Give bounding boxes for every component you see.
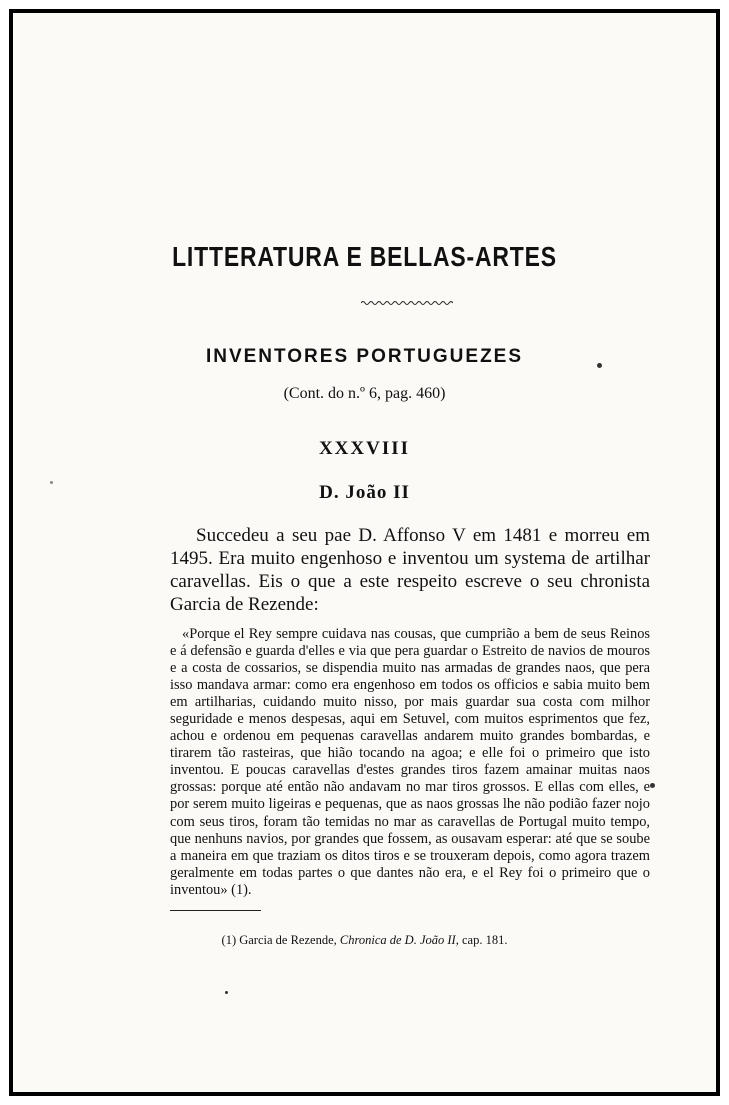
quoted-passage: «Porque el Rey sempre cuidava nas cousas, que cumprião a bem de seus Reinos e á defensão e guarda d'elles e via que pera guardar o Estreito de navios de mouros e a costa de cossarios, se dispendia muito nas armadas de grandes naos, que pera isso mandava armar: como era engenhoso em todos os officios e sabia muito bem em artilharias, cuidando muito nisso, por mais guardar sua costa com milhor seguridade e menos despesas, aqui em Setuvel, com muitos esprimentos que fez, achou e ordenou em pequenas caravellas andarem muito grandes bombardas, e tirarem tão rasteiras, que hião tocando na agoa; e elle foi o primeiro que isto inventou. E poucas caravellas d'estes grandes tiros fazem amainar muitas naos grossas: porque até então não andavam no mar tiros grossos. E ellas com elles, e por serem muito ligeiras e pequenas, que as naos grossas lhe não podião fazer nojo com seus tiros, foram tão temidas no mar as caravellas de Portugal muito tempo, que nenhuns navios, por grandes que fossem, as ousavam esperar: até que se soube a maneira em que traziam os ditos tiros e se trouxeram depois, como agora trazem geralmente em todas partes o que dantes não era, e el Rey foi o primeiro que o inventou» (1).: [170, 626, 650, 898]
document-page: [9, 9, 720, 1096]
footnote-divider: [170, 910, 261, 911]
intro-paragraph: Succedeu a seu pae D. Affonso V em 1481 e morreu em 1495. Era muito engenhoso e inventou um systema de artilhar caravellas. Eis o que a este respeito escreve o seu chronista Garcia de Rezende:: [170, 525, 650, 615]
wavy-rule-ornament: [361, 299, 453, 307]
footnote-marker: (1): [221, 933, 237, 947]
section-title: LITTERATURA E BELLAS-ARTES: [172, 241, 557, 272]
ink-speck: [650, 783, 655, 788]
footnote: [13, 933, 716, 948]
ink-speck: [50, 481, 53, 484]
footnote-work-title: Chronica de D. João II,: [339, 933, 459, 947]
chapter-title: D. João II: [319, 482, 410, 503]
footnote-author: Garcia de Rezende,: [239, 933, 337, 947]
ink-speck: [225, 991, 228, 994]
article-title: INVENTORES PORTUGUEZES: [205, 346, 524, 367]
footnote-location: cap. 181.: [461, 933, 508, 947]
ink-speck: [597, 363, 602, 368]
continuation-note: (Cont. do n.º 6, pag. 460): [283, 385, 446, 402]
chapter-number: XXXVIII: [318, 438, 411, 459]
